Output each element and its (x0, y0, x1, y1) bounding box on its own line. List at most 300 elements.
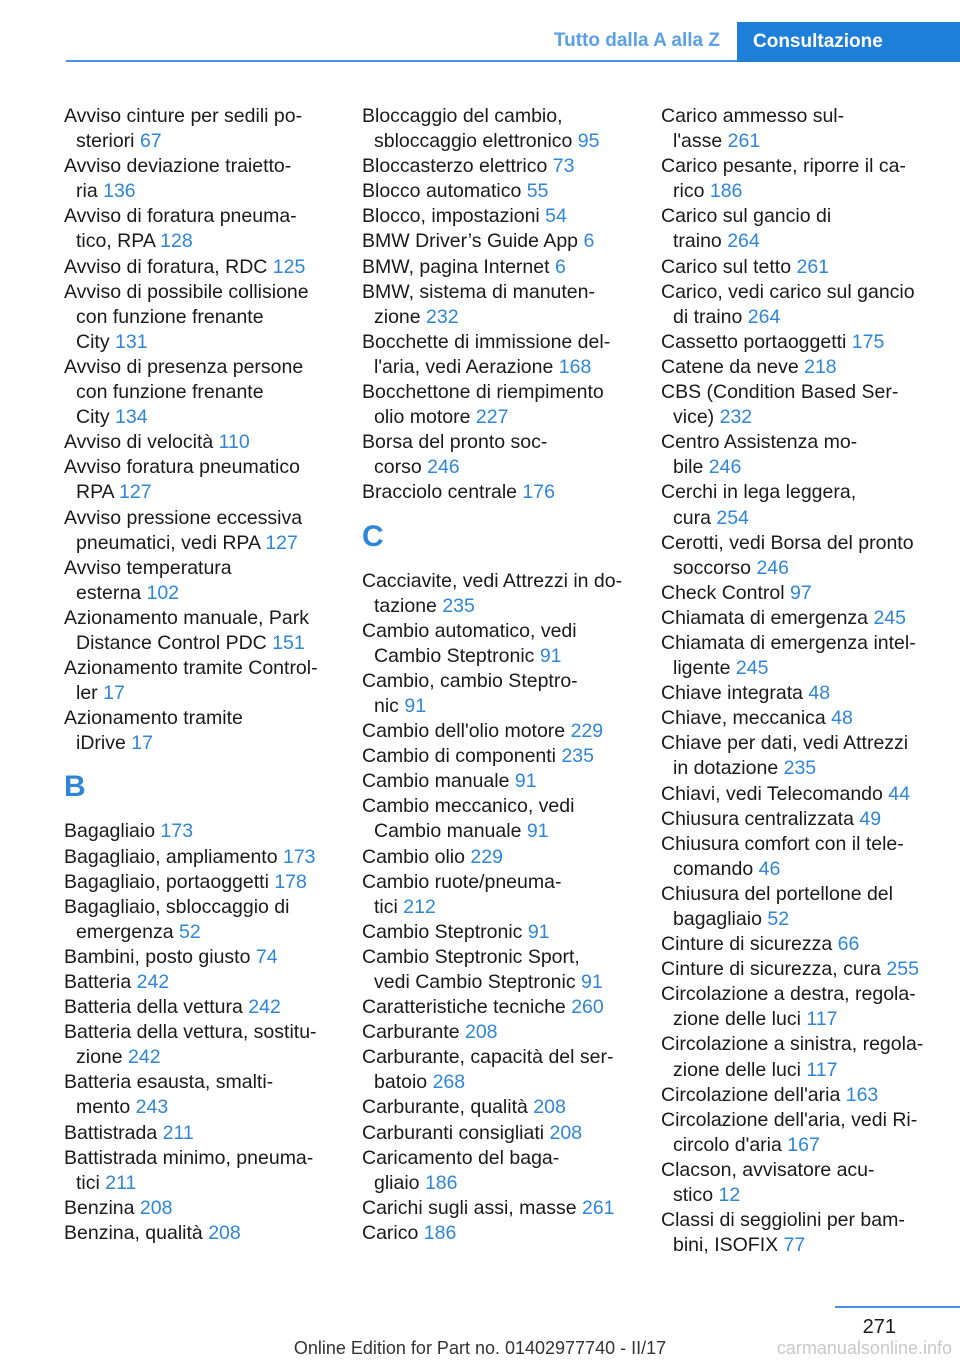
index-entry-text: Batteria (64, 971, 137, 993)
index-entry-text: BMW Driver’s Guide App (362, 230, 584, 253)
index-entry-text: Check Control (661, 581, 790, 604)
page-reference-link[interactable]: 73 (552, 155, 575, 178)
index-entry-text: Avviso cinture per sedili po- (64, 105, 303, 127)
index-entry-text: Cambio Steptronic Sport, (362, 945, 580, 968)
index-entry (362, 255, 637, 280)
page-reference-link[interactable]: 48 (808, 682, 831, 705)
page-reference-link[interactable]: 246 (708, 456, 742, 479)
index-entry (661, 581, 936, 606)
page-reference-link[interactable]: 255 (886, 958, 919, 981)
page-reference-link[interactable]: 242 (136, 971, 170, 993)
index-entry (362, 619, 637, 669)
index-entry (661, 606, 936, 631)
index-entry (64, 506, 339, 556)
index-entry (64, 706, 339, 756)
index-entry-text: Cambio Steptronic (374, 644, 540, 667)
index-entry-text: Avviso di presenza persone (64, 355, 304, 378)
index-entry (362, 744, 637, 769)
index-entry-text: corso (374, 456, 428, 479)
index-entry-text: ria (76, 180, 104, 203)
page-number: 271 (862, 1316, 896, 1338)
page-reference-link[interactable]: 235 (783, 757, 817, 780)
index-entry (661, 430, 936, 480)
index-entry (362, 1020, 637, 1045)
index-entry (362, 669, 637, 719)
page-reference-link[interactable]: 208 (464, 1021, 498, 1044)
index-entry (661, 681, 936, 706)
index-entry (64, 430, 339, 455)
index-entry-text: Bambini, posto giusto (64, 945, 256, 968)
page-reference-link[interactable]: 264 (727, 230, 760, 253)
index-entry-text: Catene da neve (661, 355, 805, 378)
index-entry (64, 104, 339, 154)
page-reference-link[interactable]: 66 (837, 933, 860, 956)
index-entry-text: Cambio ruote/pneuma- (362, 870, 562, 893)
index-entry (362, 480, 637, 505)
index-entry (362, 1045, 637, 1095)
index-entry-text: mento (76, 1096, 136, 1119)
index-entry-text: rico (673, 180, 710, 203)
index-entry (64, 1221, 339, 1246)
index-entry-text: pneumatici, vedi RPA (76, 531, 266, 554)
index-entry (362, 1121, 637, 1146)
chapter-tab-label: Consultazione (753, 31, 883, 52)
page-reference-link[interactable]: 17 (131, 732, 153, 755)
index-entry (362, 945, 637, 995)
index-entry-text: Chiusura comfort con il tele- (661, 832, 904, 855)
index-entry-text: ligente (673, 657, 736, 680)
page-reference-link[interactable]: 6 (583, 230, 595, 253)
index-entry (661, 631, 936, 681)
page-reference-link[interactable]: 167 (787, 1133, 820, 1156)
index-column-1 (64, 104, 339, 1246)
index-entry (362, 1196, 637, 1221)
index-entry-text: Circolazione a sinistra, regola- (661, 1033, 924, 1056)
index-entry-text: vice) (673, 406, 720, 429)
index-entry-text: Batteria della vettura, sostitu- (64, 1021, 317, 1044)
page-reference-link[interactable]: 242 (248, 996, 281, 1019)
index-entry (64, 1020, 339, 1070)
index-entry-text: Borsa del pronto soc- (362, 431, 548, 454)
page-reference-link[interactable]: 261 (796, 255, 830, 278)
index-entry (362, 380, 637, 430)
index-entry-text: zione (374, 305, 427, 328)
index-entry-text: City (76, 330, 115, 353)
page-reference-link[interactable]: 117 (806, 1008, 838, 1031)
page-reference-link[interactable]: 151 (272, 631, 305, 654)
index-entry-text: Circolazione a destra, regola- (661, 983, 916, 1006)
index-entry (661, 480, 936, 530)
footer-rule (835, 1306, 960, 1308)
index-entry-text: Avviso deviazione traietto- (64, 155, 292, 178)
page-reference-link[interactable]: 212 (403, 895, 436, 918)
index-entry-text: Cacciavite, vedi Attrezzi in do- (362, 569, 623, 592)
index-entry-text: circolo d'aria (673, 1133, 788, 1156)
index-entry (362, 870, 637, 920)
index-entry-text: sbloccaggio elettronico (374, 130, 578, 153)
index-entry (64, 255, 339, 280)
index-entry-text: Cambio manuale (362, 770, 515, 793)
index-entry (362, 430, 637, 480)
page-reference-link[interactable]: 227 (475, 406, 509, 429)
index-entry-text: batoio (374, 1071, 433, 1094)
index-entry (64, 819, 339, 844)
page-reference-link[interactable]: 91 (514, 770, 537, 793)
page-reference-link[interactable]: 168 (558, 355, 592, 378)
index-entry-text: Chiamata di emergenza (661, 606, 874, 629)
index-entry-text: stico (673, 1184, 719, 1207)
index-entry-text: Carico pesante, riporre il ca- (661, 155, 906, 178)
page-reference-link[interactable]: 242 (128, 1046, 161, 1069)
index-entry (362, 569, 637, 619)
page-reference-link[interactable]: 44 (888, 782, 910, 805)
index-entry-text: Cambio meccanico, vedi (362, 795, 575, 818)
index-entry-text: Clacson, avvisatore acu- (661, 1158, 875, 1181)
index-entry-text: CBS (Condition Based Ser- (661, 381, 899, 404)
index-letter-heading: B (64, 770, 86, 804)
index-entry-text: Avviso pressione eccessiva (64, 506, 303, 529)
index-entry-text: Bagagliaio, ampliamento (64, 845, 283, 868)
index-entry-text: Battistrada (64, 1121, 163, 1144)
index-entry (64, 154, 339, 204)
index-entry-text: Carico sul gancio di (661, 205, 832, 228)
index-entry-text: cura (673, 506, 717, 529)
page-reference-link[interactable]: 173 (282, 845, 316, 868)
index-entry-text: tico, RPA (76, 230, 161, 253)
page-reference-link[interactable]: 97 (789, 581, 812, 604)
index-entry-text: traino (673, 230, 728, 253)
index-entry (661, 280, 936, 330)
index-entry (64, 995, 339, 1020)
index-entry-text: Bocchette di immissione del- (362, 330, 611, 353)
page-reference-link[interactable]: 246 (427, 456, 460, 479)
index-entry-text: Circolazione dell'aria, vedi Ri- (661, 1108, 918, 1131)
index-entry-text: Cinture di sicurezza, cura (661, 958, 887, 981)
index-entry-text: Chiave integrata (661, 682, 809, 705)
page-reference-link[interactable]: 178 (274, 870, 307, 893)
index-entry (362, 229, 637, 254)
page-reference-link[interactable]: 55 (526, 180, 549, 203)
page-reference-link[interactable]: 245 (873, 606, 906, 629)
index-entry (661, 1032, 936, 1082)
index-entry-text: Cassetto portaoggetti (661, 330, 852, 353)
index-entry-text: Avviso di foratura, RDC (64, 255, 273, 278)
index-entry-text: Cambio manuale (374, 820, 527, 843)
index-entry-text: zione delle luci (673, 1058, 807, 1081)
page-reference-link[interactable]: 246 (756, 556, 789, 579)
page-reference-link[interactable]: 127 (265, 531, 298, 554)
page-reference-link[interactable]: 127 (119, 481, 152, 504)
index-entry-text: Carichi sugli assi, masse (362, 1196, 582, 1219)
page-reference-link[interactable]: 91 (581, 971, 603, 993)
page-reference-link[interactable]: 175 (851, 330, 885, 353)
index-entry-text: in dotazione (673, 757, 784, 780)
page-reference-link[interactable]: 176 (522, 481, 555, 504)
index-entry-text: Benzina (64, 1196, 140, 1219)
index-entry (362, 280, 637, 330)
index-entry-text: BMW, sistema di manuten- (362, 280, 595, 303)
page-reference-link[interactable]: 91 (527, 920, 550, 943)
page-reference-link[interactable]: 91 (404, 694, 427, 717)
page-reference-link[interactable]: 211 (162, 1121, 194, 1144)
page-reference-link[interactable]: 268 (432, 1071, 466, 1094)
index-entry-text: Batteria esausta, smalti- (64, 1071, 274, 1094)
index-entry-text: Carico ammesso sul- (661, 105, 845, 127)
page-reference-link[interactable]: 128 (160, 230, 193, 253)
index-entry (661, 531, 936, 581)
index-entry (362, 1221, 637, 1246)
page-reference-link[interactable]: 261 (581, 1196, 615, 1219)
index-entry-text: Cambio dell'olio motore (362, 720, 571, 743)
page-reference-link[interactable]: 74 (255, 945, 278, 968)
index-entry-text: Chiamata di emergenza intel- (661, 631, 916, 654)
index-entry (64, 455, 339, 505)
index-entry-text: Carburante, capacità del ser- (362, 1046, 614, 1069)
index-entry-text: Azionamento tramite Control- (64, 657, 318, 680)
page-reference-link[interactable]: 208 (139, 1196, 173, 1219)
page-reference-link[interactable]: 46 (758, 857, 781, 880)
index-entry-text: Carico (362, 1221, 424, 1244)
index-entry (661, 832, 936, 882)
index-entry (661, 255, 936, 280)
index-entry-text: bile (673, 456, 709, 479)
index-entry (661, 204, 936, 254)
index-entry-text: tici (76, 1171, 106, 1194)
page-reference-link[interactable]: 134 (115, 406, 148, 429)
index-entry-text: bagagliaio (673, 908, 768, 930)
page-reference-link[interactable]: 125 (272, 255, 306, 278)
index-entry-text: Avviso foratura pneumatico (64, 456, 300, 479)
index-entry (362, 794, 637, 844)
page-reference-link[interactable]: 245 (735, 657, 769, 680)
index-entry (661, 807, 936, 832)
index-entry-text: gliaio (374, 1171, 425, 1194)
page-reference-link[interactable]: 91 (526, 820, 549, 843)
index-entry (661, 330, 936, 355)
index-entry (661, 957, 936, 982)
index-entry-text: Avviso temperatura (64, 556, 232, 579)
index-entry-text: Chiavi, vedi Telecomando (661, 782, 889, 805)
page-reference-link[interactable]: 102 (146, 581, 180, 604)
index-entry-text: vedi Cambio Steptronic (374, 971, 582, 993)
page-reference-link[interactable]: 235 (561, 745, 594, 768)
page-reference-link[interactable]: 229 (470, 845, 503, 868)
index-entry-text: Classi di seggiolini per bam- (661, 1209, 905, 1232)
index-entry-text: steriori (76, 130, 140, 153)
index-entry-text: Chiave, meccanica (661, 707, 832, 730)
page-reference-link[interactable]: 117 (806, 1058, 838, 1081)
page-reference-link[interactable]: 163 (845, 1083, 879, 1106)
index-entry (64, 1121, 339, 1146)
index-entry-text: ler (76, 682, 104, 705)
index-entry (661, 104, 936, 154)
index-entry-text: Carico, vedi carico sul gancio (661, 280, 915, 303)
index-entry (64, 1196, 339, 1221)
page-reference-link[interactable]: 235 (442, 594, 475, 617)
index-entry-text: Chiave per dati, vedi Attrezzi (661, 732, 909, 755)
index-entry (362, 845, 637, 870)
index-letter-heading: C (362, 519, 384, 553)
index-entry (661, 1208, 936, 1258)
index-entry-text: City (76, 406, 115, 429)
page-reference-link[interactable]: 52 (178, 920, 201, 943)
page-reference-link[interactable]: 208 (549, 1121, 583, 1144)
page-reference-link[interactable]: 264 (747, 305, 781, 328)
section-title: Tutto dalla A alla Z (553, 30, 720, 51)
index-entry-text: Centro Assistenza mo- (661, 431, 858, 454)
index-entry-text: l'asse (673, 130, 728, 153)
page-reference-link[interactable]: 261 (727, 130, 761, 153)
index-column-2 (362, 104, 637, 1246)
index-entry-text: Bocchettone di riempimento (362, 381, 604, 404)
index-entry-text: Distance Control PDC (76, 631, 273, 654)
index-entry (661, 982, 936, 1032)
index-entry (64, 1070, 339, 1120)
index-entry-text: Carburanti consigliati (362, 1121, 550, 1144)
index-entry (64, 606, 339, 656)
page-reference-link[interactable]: 67 (139, 130, 162, 153)
page-reference-link[interactable]: 17 (103, 682, 125, 705)
index-entry-text: tici (374, 895, 404, 918)
index-entry-text: bini, ISOFIX (673, 1234, 784, 1257)
page-reference-link[interactable]: 229 (570, 720, 604, 743)
index-entry (661, 932, 936, 957)
index-entry (64, 656, 339, 706)
index-entry (362, 179, 637, 204)
index-entry-text: Carburante, qualità (362, 1096, 534, 1119)
index-entry (661, 154, 936, 204)
page-reference-link[interactable]: 77 (783, 1234, 806, 1257)
page-reference-link[interactable]: 218 (804, 355, 837, 378)
index-entry-text: Bloccasterzo elettrico (362, 155, 553, 178)
index-entry (64, 355, 339, 430)
index-entry-text: Chiusura centralizzata (661, 807, 860, 830)
chapter-tab (737, 22, 960, 62)
index-entry-text: olio motore (374, 406, 476, 429)
index-entry (661, 882, 936, 932)
index-column-3 (661, 104, 936, 1258)
index-entry-text: Cambio automatico, vedi (362, 619, 577, 642)
index-entry-text: Bloccaggio del cambio, (362, 105, 563, 127)
index-entry-text: Bagagliaio, sbloccaggio di (64, 895, 290, 918)
page-reference-link[interactable]: 186 (423, 1221, 457, 1244)
index-entry (64, 945, 339, 970)
index-entry (661, 1108, 936, 1158)
page-reference-link[interactable]: 52 (767, 908, 790, 930)
page-reference-link[interactable]: 49 (859, 807, 882, 830)
index-entry-text: RPA (76, 481, 119, 504)
index-entry-text: Blocco, impostazioni (362, 205, 546, 228)
index-entry (64, 280, 339, 355)
index-entry (64, 1146, 339, 1196)
page-reference-link[interactable]: 186 (709, 180, 743, 203)
index-entry-text: nic (374, 694, 405, 717)
index-entry (661, 731, 936, 781)
page-reference-link[interactable]: 48 (831, 707, 853, 730)
index-entry-text: Avviso di possibile collisione (64, 280, 309, 303)
page-reference-link[interactable]: 208 (208, 1221, 241, 1244)
index-entry (64, 870, 339, 895)
index-entry (362, 920, 637, 945)
page-reference-link[interactable]: 243 (135, 1096, 169, 1119)
index-entry-text: iDrive (76, 732, 132, 755)
index-entry-text: con funzione frenante (76, 381, 264, 404)
index-entry-text: di traino (673, 305, 748, 328)
index-entry-text: soccorso (673, 556, 757, 579)
index-entry (362, 995, 637, 1020)
index-entry-text: Bagagliaio (64, 820, 161, 843)
index-entry (661, 380, 936, 430)
index-entry-text: emergenza (76, 920, 179, 943)
index-entry (661, 782, 936, 807)
index-entry (362, 719, 637, 744)
index-entry (362, 104, 637, 154)
index-entry-text: Cambio, cambio Steptro- (362, 669, 578, 692)
edition-footer: Online Edition for Part no. 01402977740 - II/17 (293, 1338, 667, 1358)
page-reference-link[interactable]: 136 (103, 180, 136, 203)
index-entry-text: Cambio di componenti (362, 745, 562, 768)
page-reference-link[interactable]: 232 (719, 406, 753, 429)
page-reference-link[interactable]: 54 (545, 205, 567, 228)
index-entry-text: Benzina, qualità (64, 1221, 209, 1244)
page-reference-link[interactable]: 254 (716, 506, 749, 529)
index-entry (64, 895, 339, 945)
page-reference-link[interactable]: 232 (426, 305, 459, 328)
index-entry-text: Cambio Steptronic (362, 920, 528, 943)
page-reference-link[interactable]: 260 (571, 996, 604, 1019)
index-entry (64, 970, 339, 995)
page-reference-link[interactable]: 12 (718, 1184, 741, 1207)
page-reference-link[interactable]: 95 (577, 130, 600, 153)
index-entry-text: Avviso di velocità (64, 431, 219, 454)
page-reference-link[interactable]: 6 (554, 255, 566, 278)
index-entry-text: Chiusura del portellone del (661, 882, 893, 905)
index-entry (362, 204, 637, 229)
index-entry (661, 355, 936, 380)
index-entry-text: Caricamento del baga- (362, 1146, 560, 1169)
page-reference-link[interactable]: 110 (218, 431, 250, 454)
page-reference-link[interactable]: 91 (539, 644, 562, 667)
page-reference-link[interactable]: 173 (160, 820, 194, 843)
index-entry-text: Azionamento tramite (64, 707, 243, 730)
index-entry (362, 1095, 637, 1120)
index-entry-text: Cerotti, vedi Borsa del pronto (661, 531, 914, 554)
page-reference-link[interactable]: 131 (115, 330, 148, 353)
page-reference-link[interactable]: 208 (533, 1096, 566, 1119)
index-entry-text: Bracciolo centrale (362, 481, 523, 504)
index-entry-text: tazione (374, 594, 443, 617)
index-entry (362, 330, 637, 380)
index-entry-text: Avviso di foratura pneuma- (64, 205, 297, 228)
index-entry-text: Cerchi in lega leggera, (661, 481, 857, 504)
index-entry-text: zione delle luci (673, 1008, 807, 1031)
index-entry (661, 1158, 936, 1208)
index-entry-text: Cinture di sicurezza (661, 933, 838, 956)
page-reference-link[interactable]: 186 (424, 1171, 458, 1194)
index-entry (362, 154, 637, 179)
index-entry-text: Battistrada minimo, pneuma- (64, 1146, 314, 1169)
page-reference-link[interactable]: 211 (105, 1171, 137, 1194)
index-entry (64, 845, 339, 870)
index-entry-text: con funzione frenante (76, 305, 264, 328)
index-entry-text: l'aria, vedi Aerazione (374, 355, 559, 378)
index-entry-text: BMW, pagina Internet (362, 255, 555, 278)
index-entry-text: Cambio olio (362, 845, 471, 868)
index-entry-text: zione (76, 1046, 129, 1069)
index-entry-text: Carburante (362, 1021, 465, 1044)
index-entry-text: esterna (76, 581, 147, 604)
index-entry (362, 1146, 637, 1196)
